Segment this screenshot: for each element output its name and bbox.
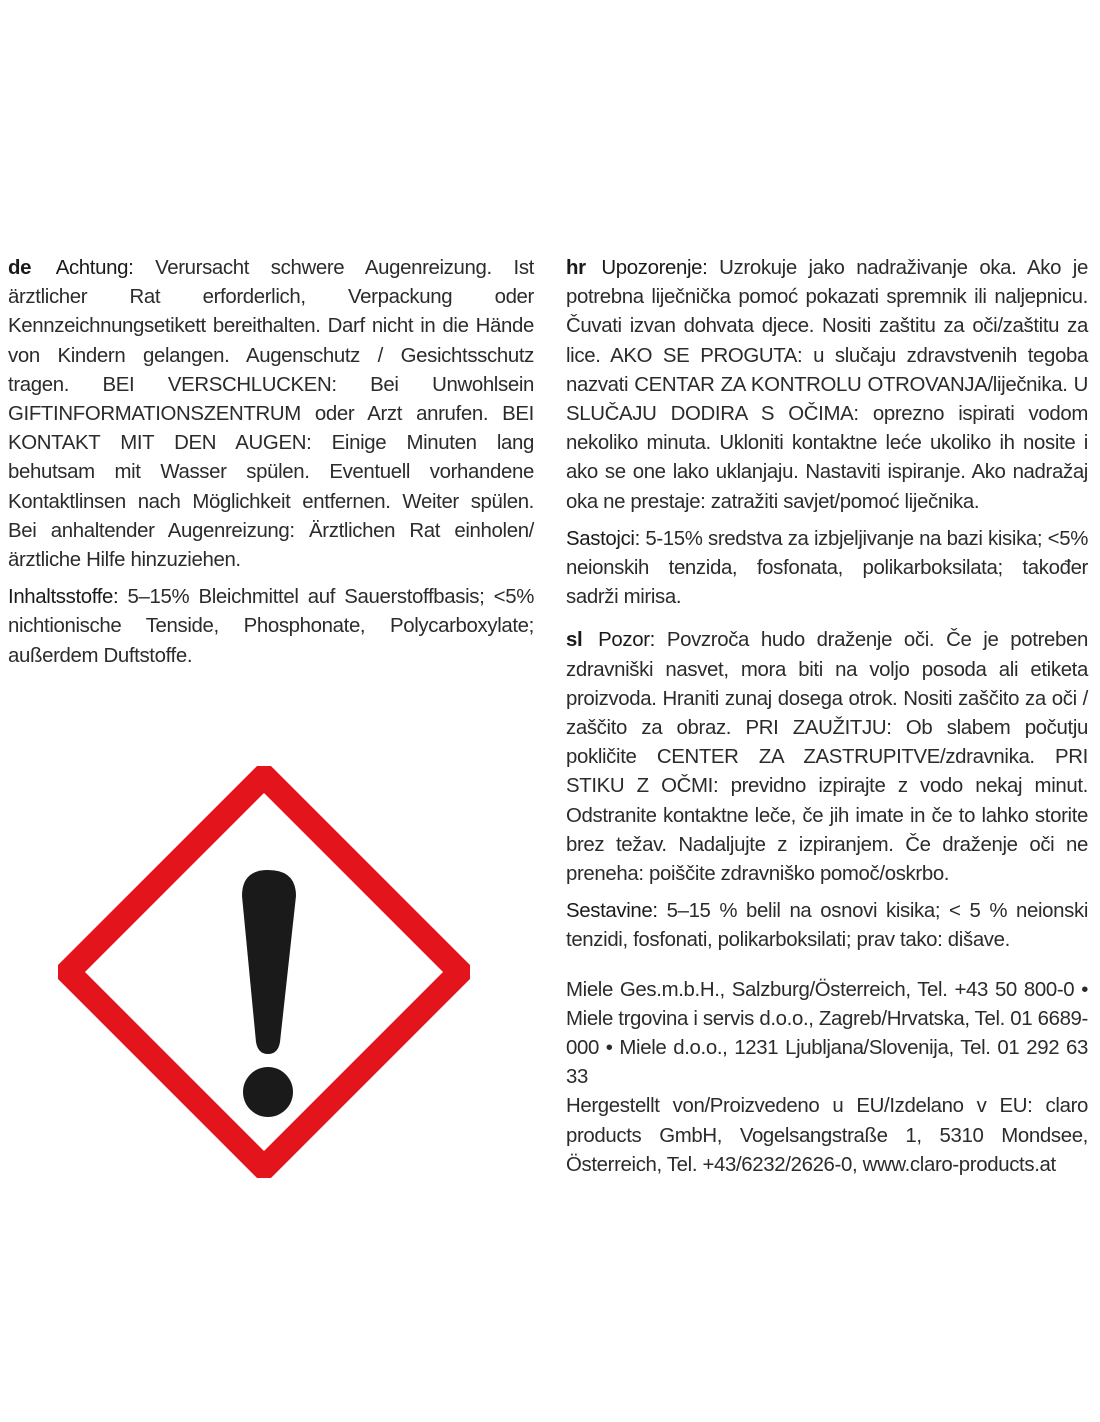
language-code-hr: hr: [566, 257, 586, 279]
german-ingredients-text: 5–15% Bleichmittel auf Sauerstoffbasis; <5% nichtionische Tenside, Phosphonate, Polycarboxylate; außerdem Duftstoffe.: [8, 586, 534, 667]
exclamation-bar: [242, 870, 296, 1054]
german-ingredients: [8, 583, 534, 671]
croatian-warning-text: Uzrokuje jako nadraživanje oka. Ako je potrebna liječnička pomoć pokazati spremnik ili naljepnicu. Čuvati izvan dohvata djece. Nositi zaštitu za oči/zaštitu za lice. AKO SE PROGUTA: u slučaju zdravstvenih tegoba nazvati CENTAR ZA KONTROLU OTROVANJA/liječnika. U SLUČAJU DODIRA S OČIMA: oprezno ispirati vodom nekoliko minuta. Ukloniti kontaktne leće ukoliko ih nosite i ako se one lako uklanjaju. Nastaviti ispiranje. Ako nadražaj oka ne prestaje: zatražiti savjet/pomoć liječnika.: [566, 257, 1088, 513]
slovenian-warning: [566, 626, 1088, 889]
german-warning-term: Achtung:: [55, 257, 134, 279]
manufacturer-footer: [566, 976, 1088, 1180]
german-ingredients-term: Inhaltsstoffe:: [8, 586, 119, 609]
language-code-sl: sl: [566, 629, 583, 652]
exclamation-dot: [243, 1067, 293, 1117]
distributor-contacts: Miele Ges.m.b.H., Salzburg/Österreich, Tel. +43 50 800-0 • Miele trgovina i servis d.o.o., Zagreb/Hrvatska, Tel. 01 6689-000 • Miele d.o.o., 1231 Ljubljana/Slovenija, Tel. 01 292 63 33: [566, 978, 1088, 1089]
german-warning-text: Verursacht schwere Augenreizung. Ist ärztlicher Rat erforderlich, Verpackung oder Kennzeichnungsetikett bereithalten. Darf nicht in die Hände von Kindern gelangen. Augenschutz / Gesichtsschutz tragen. BEI VERSCHLUCKEN: Bei Unwohlsein GIFTINFORMATIONSZENTRUM oder Arzt anrufen. BEI KONTAKT MIT DEN AUGEN: Einige Minuten lang behutsam mit Wasser spülen. Eventuell vorhandene Kontaktlinsen nach Möglichkeit entfernen. Weiter spülen. Bei anhaltender Augenreizung: Ärztlichen Rat einholen/ärztliche Hilfe hinzuziehen.: [8, 257, 534, 572]
slovenian-ingredients-term: Sestavine:: [566, 900, 658, 923]
croatian-warning-term: Upozorenje:: [601, 257, 708, 279]
slovenian-warning-text: Povzroča hudo draženje oči. Če je potreben zdravniški nasvet, mora biti na voljo posoda ali etiketa proizvoda. Hraniti zunaj dosega otrok. Nositi zaščito za oči / zaščito za obraz. PRI ZAUŽITJU: Ob slabem počutju pokličite CENTER ZA ZASTRUPITVE/zdravnika. PRI STIKU Z OČMI: previdno izpirajte z vodo nekaj minut. Odstranite kontaktne leče, če jih imate in če to lahko storite brez težav. Nadaljujte z izpiranjem. Če draženje oči ne preneha: poiščite zdravniško pomoč/oskrbo.: [566, 629, 1088, 886]
german-warning: [8, 254, 534, 575]
slovenian-warning-term: Pozor:: [598, 629, 655, 652]
ghs07-exclamation-mark-icon: [58, 766, 470, 1178]
croatian-slovenian-section: [566, 254, 1088, 1180]
croatian-ingredients-term: Sastojci:: [566, 527, 640, 550]
croatian-ingredients-text: 5-15% sredstva za izbjeljivanje na bazi kisika; <5% neionskih tenzida, fosfonata, polikarboksilata; također sadrži mirisa.: [566, 527, 1088, 609]
croatian-ingredients: [566, 525, 1088, 613]
language-code-de: de: [8, 257, 32, 279]
croatian-warning: [566, 254, 1088, 517]
manufacturer-info: Hergestellt von/Proizvedeno u EU/Izdelano v EU: claro products GmbH, Vogelsangstraße 1, 5310 Mondsee, Österreich, Tel. +43/6232/2626-0, www.claro-products.at: [566, 1095, 1088, 1176]
slovenian-ingredients: [566, 897, 1088, 955]
slovenian-ingredients-text: 5–15 % belil na osnovi kisika; < 5 % neionski tenzidi, fosfonati, polikarboksilati; prav tako: dišave.: [566, 900, 1088, 952]
german-section: [8, 254, 534, 671]
